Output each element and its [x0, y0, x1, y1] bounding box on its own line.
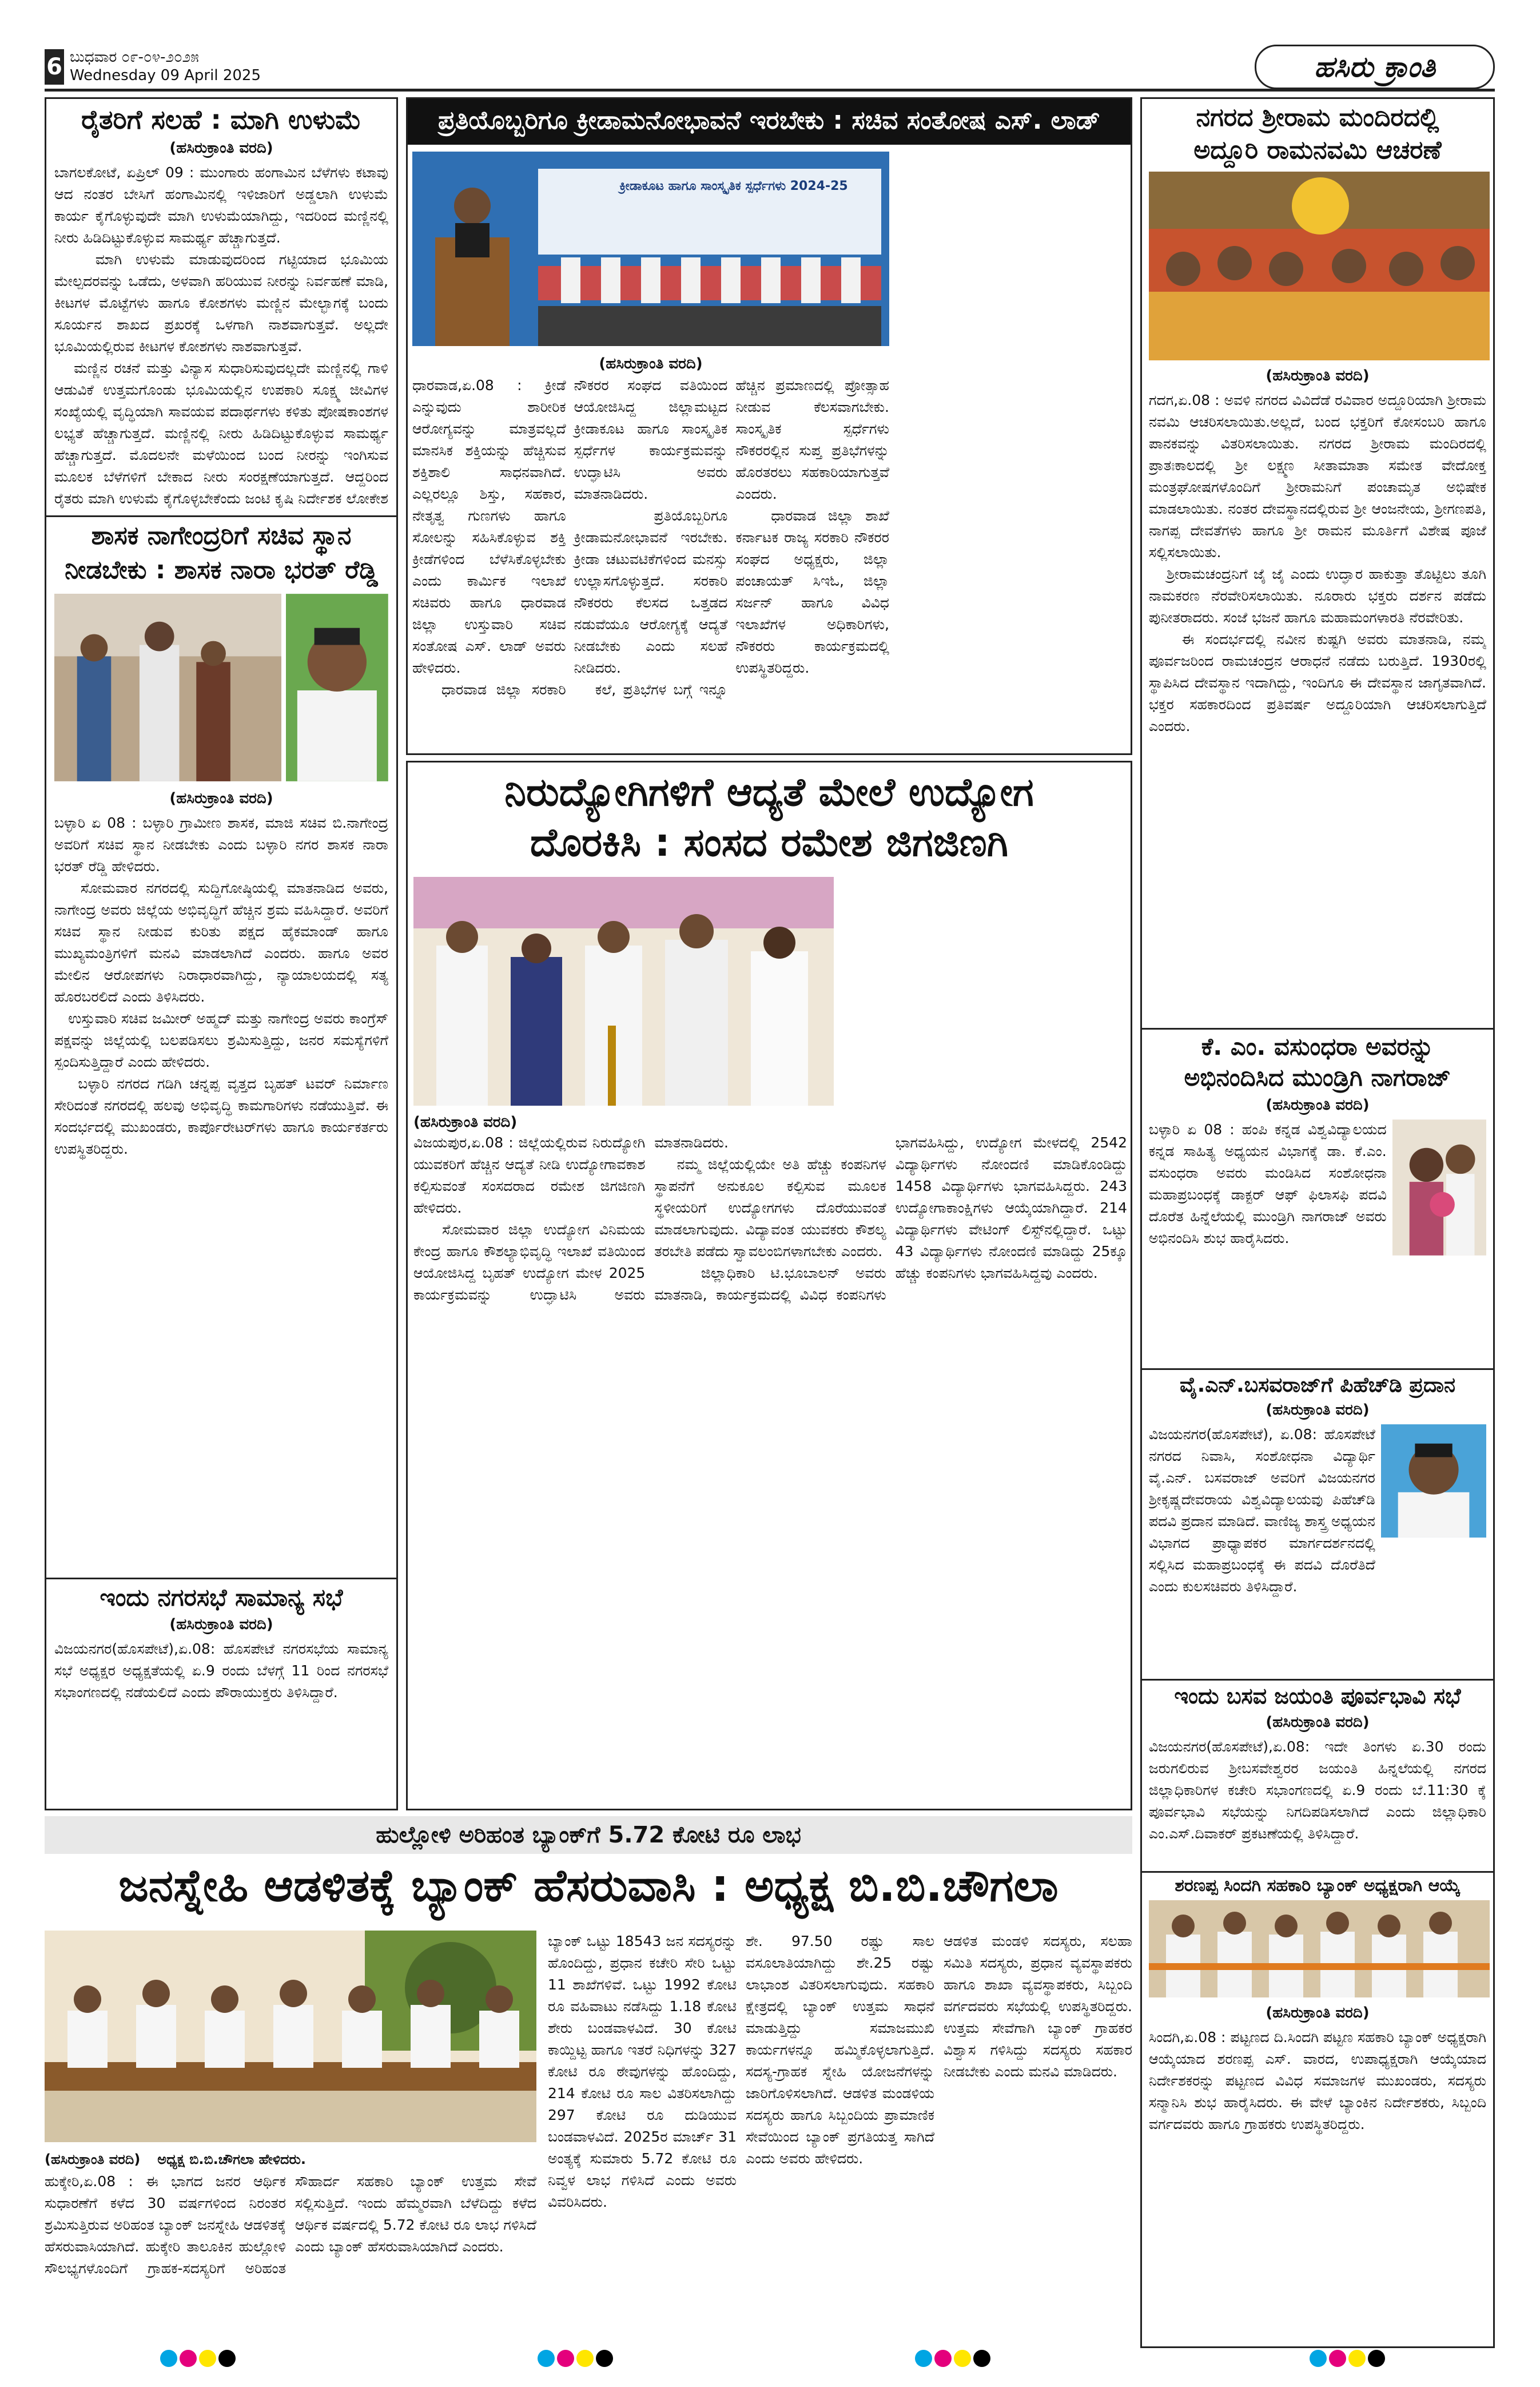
article-body: ಬಳ್ಳಾರಿ ಏ 08 : ಹಂಪಿ ಕನ್ನಡ ವಿಶ್ವವಿದ್ಯಾಲಯದ ಕನ್ನಡ ಸಾಹಿತ್ಯ ಅಧ್ಯಯನ ವಿಭಾಗಕ್ಕೆ ಡಾ. ಕೆ.ಎಂ. ವಸುಂಧರಾ ಅವರು ಮಂಡಿಸಿದ ಸಂಶೋಧನಾ ಮಹಾಪ್ರಬಂಧಕ್ಕೆ ಡಾಕ್ಟರ್ ಆಫ್ ಫಿಲಾಸಫಿ ಪದವಿ ದೊರೆತ ಹಿನ್ನೆಲೆಯಲ್ಲಿ ಮುಂಡ್ರಿಗಿ ನಾಗರಾಜ್ ಅವರು ಅಭಿನಂದಿಸಿ ಶುಭ ಹಾರೈಸಿದರು.: [1149, 1121, 1387, 1246]
article-body: ಬಾಗಲಕೋಟೆ, ಏಪ್ರಿಲ್ 09 : ಮುಂಗಾರು ಹಂಗಾಮಿನ ಬೆಳೆಗಳು ಕಟಾವು ಆದ ನಂತರ ಬೇಸಿಗೆ ಹಂಗಾಮಿನಲ್ಲಿ ಇಳಿಜಾರಿಗೆ ಅಡ್ಡಲಾಗಿ ಉಳುಮೆ ಕಾರ್ಯ ಕೈಗೊಳ್ಳುವುದೇ ಮಾಗಿ ಉಳುಮೆಯಾಗಿದ್ದು, ಇದರಿಂದ ಮಣ್ಣಿನಲ್ಲಿ ನೀರು ಹಿಡಿದಿಟ್ಟುಕೊಳ್ಳುವ ಸಾಮರ್ಥ್ಯ ಹೆಚ್ಚಾಗುತ್ತದೆ. ಮಾಗಿ ಉಳುಮೆ ಮಾಡುವುದರಿಂದ ಗಟ್ಟಿಯಾದ ಭೂಮಿಯ ಮೇಲ್ಪದರವನ್ನು ಒಡೆದು, ಅಳವಾಗಿ ಹರಿಯುವ ನೀರನ್ನು ನಿರ್ವಹಣೆ ಮಾಡಿ, ಕೀಟಗಳ ಮೊಟ್ಟೆಗಳು ಹಾಗೂ ಕೋಶಗಳು ಮಣ್ಣಿನ ಮೇಲ್ಭಾಗಕ್ಕೆ ಬಂದು ಸೂರ್ಯನ ಶಾಖದ ಪ್ರಖರಕ್ಕೆ ಒಳಗಾಗಿ ನಾಶವಾಗುತ್ತವೆ. ಅಲ್ಲದೇ ಭೂಮಿಯಲ್ಲಿರುವ ಕೀಟಗಳ ಕೋಶಗಳು ನಾಶವಾಗುತ್ತವೆ. ಮಣ್ಣಿನ ರಚನೆ ಮತ್ತು ವಿನ್ಯಾಸ ಸುಧಾರಿಸುವುದಲ್ಲದೇ ಮಣ್ಣಿನಲ್ಲಿ ಗಾಳಿ ಆಡುವಿಕೆ ಉತ್ತಮಗೊಂಡು ಭೂಮಿಯಲ್ಲಿನ ಉಪಕಾರಿ ಸೂಕ್ಷ್ಮ ಜೀವಿಗಳ ಸಂಖ್ಯೆಯಲ್ಲಿ ವೃದ್ಧಿಯಾಗಿ ಸಾವಯವ ಪದಾರ್ಥಗಳು ಕಳಿತು ಪೋಷಕಾಂಶಗಳ ಲಭ್ಯತೆ ಹೆಚ್ಚಾಗುತ್ತದೆ. ಮಣ್ಣಿನಲ್ಲಿ ನೀರು ಹಿಡಿದಿಟ್ಟುಕೊಳ್ಳುವ ಸಾಮರ್ಥ್ಯ ಹೆಚ್ಚಾಗುತ್ತದೆ. ಮೊದಲನೇ ಮಳೆಯಿಂದ ಬಂದ ನೀರನ್ನು ಇಂಗಿಸುವ ಮೂಲಕ ಬೆಳೆಗಳಿಗೆ ಬೇಕಾದ ನೀರು ಸಂರಕ್ಷಣೆಯಾಗುತ್ತದೆ. ಆದ್ದರಿಂದ ರೈತರು ಮಾಗಿ ಉಳುಮೆ ಕೈಗೊಳ್ಳಬೇಕೆಂದು ಜಂಟಿ ಕೃಷಿ ನಿರ್ದೇಶಕ ಲೋಕೇಶ: [54, 164, 388, 507]
yellow-mark-icon: [576, 2350, 594, 2367]
article-body: ವಿಜಯನಗರ(ಹೊಸಪೇಟೆ), ಏ.08: ಹೊಸಪೇಟೆ ನಗರದ ನಿವಾಸಿ, ಸಂಶೋಧನಾ ವಿದ್ಯಾರ್ಥಿ ವೈ.ಎನ್. ಬಸವರಾಜ್ ಅವರಿಗೆ ವಿಜಯನಗರ ಶ್ರೀಕೃಷ್ಣದೇವರಾಯ ವಿಶ್ವವಿದ್ಯಾಲಯವು ಪಿಹೆಚ್‌ಡಿ ಪದವಿ ಪ್ರದಾನ ಮಾಡಿದೆ. ವಾಣಿಜ್ಯ ಶಾಸ್ತ್ರ ಅಧ್ಯಯನ ವಿಭಾಗದ ಪ್ರಾಧ್ಯಾಪಕರ ಮಾರ್ಗದರ್ಶನದಲ್ಲಿ ಸಲ್ಲಿಸಿದ ಮಹಾಪ್ರಬಂಧಕ್ಕೆ ಈ ಪದವಿ ದೊರೆತಿದೆ ಎಂದು ಕುಲಸಚಿವರು ತಿಳಿಸಿದ್ದಾರೆ.: [1149, 1426, 1375, 1595]
headline: ಕೆ. ಎಂ. ವಸುಂಧರಾ ಅವರನ್ನು: [1201, 1032, 1434, 1061]
article-employment-fair: [406, 761, 1132, 1810]
headline: ಶಾಸಕ ನಾಗೇಂದ್ರರಿಗೆ ಸಚಿವ ಸ್ಥಾನ: [91, 521, 352, 550]
headline: ರೈತರಿಗೆ ಸಲಹೆ : ಮಾಗಿ ಉಳುಮೆ: [81, 104, 361, 135]
registration-marks-far-right: [1310, 2350, 1385, 2367]
registration-marks-mid: [538, 2350, 613, 2367]
caption-text: ಅಧ್ಯಕ್ಷ ಬಿ.ಬಿ.ಚೌಗಲಾ ಹೇಳಿದರು.: [157, 2151, 306, 2167]
right-column: [1140, 97, 1495, 2348]
article-sports-spirit: [406, 97, 1132, 755]
article-body-3: ಶೇ. 97.50 ರಷ್ಟು ಸಾಲ ವಸೂಲಾತಿಯಾಗಿದ್ದು ಶೇ.25 ರಷ್ಟು ಲಾಭಾಂಶ ವಿತರಿಸಲಾಗುವುದು. ಸಹಕಾರಿ ಕ್ಷೇತ್ರದಲ್ಲಿ ಬ್ಯಾಂಕ್ ಉತ್ತಮ ಸಾಧನೆ ಮಾಡುತ್ತಿದ್ದು ಸಮಾಜಮುಖಿ ಕಾರ್ಯಗಳನ್ನೂ ಹಮ್ಮಿಕೊಳ್ಳಲಾಗುತ್ತಿದೆ. ಸದಸ್ಯ-ಗ್ರಾಹಕ ಸ್ನೇಹಿ ಯೋಜನೆಗಳನ್ನು ಜಾರಿಗೊಳಿಸಲಾಗಿದೆ. ಆಡಳಿತ ಮಂಡಳಿಯ ಸದಸ್ಯರು ಹಾಗೂ ಸಿಬ್ಬಂದಿಯ ಪ್ರಾಮಾಣಿಕ ಸೇವೆಯಿಂದ ಬ್ಯಾಂಕ್ ಪ್ರಗತಿಯತ್ತ ಸಾಗಿದೆ ಎಂದು ಅವರು ಹೇಳಿದರು.: [746, 1933, 934, 2167]
photo-mla-portrait: [286, 593, 388, 782]
article-body-1: ಹುಕ್ಕೇರಿ,ಏ.08 : ಈ ಭಾಗದ ಜನರ ಆರ್ಥಿಕ ಸುಧಾರಣೆಗೆ ಕಳೆದ 30 ವರ್ಷಗಳಿಂದ ನಿರಂತರ ಶ್ರಮಿಸುತ್ತಿರುವ ಅರಿಹಂತ ಬ್ಯಾಂಕ್ ಜನಸ್ನೇಹಿ ಆಡಳಿತಕ್ಕೆ ಹೆಸರುವಾಸಿಯಾಗಿದೆ. ಹುಕ್ಕೇರಿ ತಾಲೂಕಿನ ಹುಲ್ಲೋಳಿ ಸೌಲಭ್ಯಗಳೊಂದಿಗೆ ಗ್ರಾಹಕ-ಸದಸ್ಯರಿಗೆ ಅರಿಹಂತ ಸೌಹಾರ್ದ ಸಹಕಾರಿ ಬ್ಯಾಂಕ್ ಉತ್ತಮ ಸೇವೆ ಸಲ್ಲಿಸುತ್ತಿದೆ. ಇಂದು ಹೆಮ್ಮರವಾಗಿ ಬೆಳೆದಿದ್ದು ಕಳೆದ ಆರ್ಥಿಕ ವರ್ಷದಲ್ಲಿ 5.72 ಕೋಟಿ ರೂ ಲಾಭ ಗಳಿಸಿದೆ ಎಂದು ಬ್ಯಾಂಕ್ ಹೆಸರುವಾಸಿಯಾಗಿದೆ ಎಂದರು.: [45, 2173, 536, 2277]
cyan-mark-icon: [915, 2350, 932, 2367]
article-basavaraj-phd: [1149, 1373, 1486, 1675]
headline: ಶರಣಪ್ಪ ಸಿಂದಗಿ ಸಹಕಾರಿ ಬ್ಯಾಂಕ್ ಅಧ್ಯಕ್ಷರಾಗಿ ಆಯ್ಕೆ: [1175, 1875, 1461, 1896]
headline-line-2: ಅಭಿನಂದಿಸಿದ ಮುಂಡ್ರಿಗಿ ನಾಗರಾಜ್: [1184, 1063, 1451, 1092]
article-body-continued: [897, 152, 1128, 752]
folio-date: [70, 48, 261, 85]
byline: (ಹಸಿರುಕ್ರಾಂತಿ ವರದಿ): [413, 1114, 518, 1131]
photo-bank-felicitation: [1149, 1900, 1490, 1997]
article-arihant-bank: [45, 1816, 1132, 2348]
registration-marks-right: [915, 2350, 990, 2367]
article-body: ವಿಜಯಪುರ,ಏ.08 : ಜಿಲ್ಲೆಯಲ್ಲಿರುವ ನಿರುದ್ಯೋಗಿ ಯುವಕರಿಗೆ ಹೆಚ್ಚಿನ ಆದ್ಯತೆ ನೀಡಿ ಉದ್ಯೋಗಾವಕಾಶ ಕಲ್ಪಿಸುವಂತೆ ಸಂಸದರಾದ ರಮೇಶ ಜಿಗಜಿಣಗಿ ಹೇಳಿದರು. ಸೋಮವಾರ ಜಿಲ್ಲಾ ಉದ್ಯೋಗ ವಿನಿಮಯ ಕೇಂದ್ರ ಹಾಗೂ ಕೌಶಲ್ಯಾಭಿವೃದ್ಧಿ ಇಲಾಖೆ ವತಿಯಿಂದ ಆಯೋಜಿಸಿದ್ದ ಬೃಹತ್ ಉದ್ಯೋಗ ಮೇಳ 2025 ಕಾರ್ಯಕ್ರಮವನ್ನು ಉದ್ಘಾಟಿಸಿ ಅವರು ಮಾತನಾಡಿದರು. ನಮ್ಮ ಜಿಲ್ಲೆಯಲ್ಲಿಯೇ ಅತಿ ಹೆಚ್ಚು ಕಂಪನಿಗಳ ಸ್ಥಾಪನೆಗೆ ಅನುಕೂಲ ಕಲ್ಪಿಸುವ ಮೂಲಕ ಸ್ಥಳೀಯರಿಗೆ ಉದ್ಯೋಗಗಳು ದೊರೆಯುವಂತೆ ಮಾಡಲಾಗುವುದು. ವಿದ್ಯಾವಂತ ಯುವಕರು ಕೌಶಲ್ಯ ತರಬೇತಿ ಪಡೆದು ಸ್ವಾವಲಂಬಿಗಳಾಗಬೇಕು ಎಂದರು. ಜಿಲ್ಲಾಧಿಕಾರಿ ಟಿ.ಭೂಬಾಲನ್ ಅವರು ಮಾತನಾಡಿ, ಕಾರ್ಯಕ್ರಮದಲ್ಲಿ ವಿವಿಧ ಕಂಪನಿಗಳು ಭಾಗವಹಿಸಿದ್ದು, ಉದ್ಯೋಗ ಮೇಳದಲ್ಲಿ 2542 ವಿದ್ಯಾರ್ಥಿಗಳು ನೋಂದಣಿ ಮಾಡಿಕೊಂಡಿದ್ದು 1458 ವಿದ್ಯಾರ್ಥಿಗಳು ಭಾಗವಹಿಸಿದ್ದರು. 243 ಉದ್ಯೋಗಾಕಾಂಕ್ಷಿಗಳು ಆಯ್ಕೆಯಾಗಿದ್ದಾರೆ. 214 ವಿದ್ಯಾರ್ಥಿಗಳು ವೇಟಿಂಗ್ ಲಿಸ್ಟ್‌ನಲ್ಲಿದ್ದಾರೆ. ಒಟ್ಟು 43 ವಿದ್ಯಾರ್ಥಿಗಳು ನೋಂದಣಿ ಮಾಡಿದ್ದು 25ಕ್ಕೂ ಹೆಚ್ಚು ಕಂಪನಿಗಳು ಭಾಗವಹಿಸಿದ್ದವು ಎಂದರು.: [413, 1134, 1127, 1303]
cyan-mark-icon: [1310, 2350, 1327, 2367]
divider: [1142, 1871, 1493, 1873]
article-body: ಸಿಂದಗಿ,ಏ.08 : ಪಟ್ಟಣದ ದಿ.ಸಿಂದಗಿ ಪಟ್ಟಣ ಸಹಕಾರಿ ಬ್ಯಾಂಕ್ ಅಧ್ಯಕ್ಷರಾಗಿ ಆಯ್ಕೆಯಾದ ಶರಣಪ್ಪ ಎಸ್. ವಾರದ, ಉಪಾಧ್ಯಕ್ಷರಾಗಿ ಆಯ್ಕೆಯಾದ ನಿರ್ದೇಶಕರನ್ನು ಪಟ್ಟಣದ ವಿವಿಧ ಸಮಾಜಗಳ ಮುಖಂಡರು, ಸದಸ್ಯರು ಸನ್ಮಾನಿಸಿ ಶುಭ ಹಾರೈಸಿದರು. ಈ ವೇಳೆ ಬ್ಯಾಂಕಿನ ನಿರ್ದೇಶಕರು, ಸಿಬ್ಬಂದಿ ವರ್ಗದವರು ಹಾಗೂ ಗ್ರಾಹಕರು ಉಪಸ್ಥಿತರಿದ್ದರು.: [1149, 2029, 1486, 2133]
byline: (ಹಸಿರುಕ್ರಾಂತಿ ವರದಿ): [1266, 367, 1370, 385]
headline: ಪ್ರತಿಯೊಬ್ಬರಿಗೂ ಕ್ರೀಡಾಮನೋಭಾವನೆ ಇರಬೇಕು : ಸಚಿವ ಸಂತೋಷ ಎಸ್. ಲಾಡ್: [408, 99, 1131, 145]
page-number: 6: [45, 49, 64, 85]
headline: ಜನಸ್ನೇಹಿ ಆಡಳಿತಕ್ಕೆ ಬ್ಯಾಂಕ್ ಹೆಸರುವಾಸಿ : ಅಧ್ಯಕ್ಷ ಬಿ.ಬಿ.ಚೌಗಲಾ: [118, 1860, 1058, 1912]
byline: (ಹಸಿರುಕ್ರಾಂತಿ ವರದಿ): [1266, 1096, 1370, 1114]
headline: ನಗರದ ಶ್ರೀರಾಮ ಮಂದಿರದಲ್ಲಿ: [1196, 103, 1439, 132]
cyan-mark-icon: [160, 2350, 177, 2367]
kicker: ಹುಲ್ಲೋಳಿ ಅರಿಹಂತ ಬ್ಯಾಂಕ್‌ಗೆ 5.72 ಕೋಟಿ ರೂ ಲಾಭ: [45, 1816, 1132, 1854]
article-body: ಬಳ್ಳಾರಿ ಏ 08 : ಬಳ್ಳಾರಿ ಗ್ರಾಮೀಣ ಶಾಸಕ, ಮಾಜಿ ಸಚಿವ ಬಿ.ನಾಗೇಂದ್ರ ಅವರಿಗೆ ಸಚಿವ ಸ್ಥಾನ ನೀಡಬೇಕು ಎಂದು ಬಳ್ಳಾರಿ ನಗರ ಶಾಸಕ ನಾರಾ ಭರತ್ ರೆಡ್ಡಿ ಹೇಳಿದರು. ಸೋಮವಾರ ನಗರದಲ್ಲಿ ಸುದ್ದಿಗೋಷ್ಠಿಯಲ್ಲಿ ಮಾತನಾಡಿದ ಅವರು, ನಾಗೇಂದ್ರ ಅವರು ಜಿಲ್ಲೆಯ ಅಭಿವೃದ್ಧಿಗೆ ಹೆಚ್ಚಿನ ಶ್ರಮ ವಹಿಸಿದ್ದಾರೆ. ಅವರಿಗೆ ಸಚಿವ ಸ್ಥಾನ ನೀಡುವ ಕುರಿತು ಪಕ್ಷದ ಹೈಕಮಾಂಡ್ ಹಾಗೂ ಮುಖ್ಯಮಂತ್ರಿಗಳಿಗೆ ಮನವಿ ಮಾಡಲಾಗಿದೆ ಎಂದರು. ಹಾಗೂ ಅವರ ಮೇಲಿನ ಆರೋಪಗಳು ನಿರಾಧಾರವಾಗಿದ್ದು, ನ್ಯಾಯಾಲಯದಲ್ಲಿ ಸತ್ಯ ಹೊರಬರಲಿದೆ ಎಂದು ತಿಳಿಸಿದರು. ಉಸ್ತುವಾರಿ ಸಚಿವ ಜಮೀರ್ ಅಹ್ಮದ್ ಮತ್ತು ನಾಗೇಂದ್ರ ಅವರು ಕಾಂಗ್ರೆಸ್ ಪಕ್ಷವನ್ನು ಜಿಲ್ಲೆಯಲ್ಲಿ ಬಲಪಡಿಸಲು ಶ್ರಮಿಸುತ್ತಿದ್ದು, ಜನರ ಸಮಸ್ಯೆಗಳಿಗೆ ಸ್ಪಂದಿಸುತ್ತಿದ್ದಾರೆ ಎಂದು ಹೇಳಿದರು. ಬಳ್ಳಾರಿ ನಗರದ ಗಡಿಗಿ ಚನ್ನಪ್ಪ ವೃತ್ತದ ಬೃಹತ್ ಟವರ್ ನಿರ್ಮಾಣ ಸೇರಿದಂತೆ ನಗರದಲ್ಲಿ ಹಲವು ಅಭಿವೃದ್ಧಿ ಕಾಮಗಾರಿಗಳು ನಡೆಯುತ್ತಿವೆ. ಈ ಸಂದರ್ಭದಲ್ಲಿ ಮುಖಂಡರು, ಕಾರ್ಪೊರೇಟರ್‌ಗಳು ಹಾಗೂ ಕಾರ್ಯಕರ್ತರು ಉಪಸ್ಥಿತರಿದ್ದರು.: [54, 815, 388, 1158]
headline: ವೈ.ಎನ್.ಬಸವರಾಜ್‌ಗೆ ಪಿಹೆಚ್‌ಡಿ ಪ್ರದಾನ: [1180, 1373, 1455, 1397]
cyan-mark-icon: [538, 2350, 555, 2367]
black-mark-icon: [218, 2350, 236, 2367]
photo-felicitation: [1392, 1119, 1486, 1256]
photo-bank-meeting: [45, 1931, 536, 2142]
byline: (ಹಸಿರುಕ್ರಾಂತಿ ವರದಿ): [169, 790, 273, 808]
magenta-mark-icon: [934, 2350, 952, 2367]
black-mark-icon: [596, 2350, 613, 2367]
byline: (ಹಸಿರುಕ್ರಾಂತಿ ವರದಿ): [1266, 1401, 1370, 1419]
article-farmers-advice: [54, 105, 388, 511]
yellow-mark-icon: [954, 2350, 971, 2367]
magenta-mark-icon: [1329, 2350, 1346, 2367]
event-banner-text: ಕ್ರೀಡಾಕೂಟ ಹಾಗೂ ಸಾಂಸ್ಕೃತಿಕ ಸ್ಪರ್ಧೆಗಳು 2024-25: [619, 179, 848, 193]
byline: (ಹಸಿರುಕ್ರಾಂತಿ ವರದಿ): [1266, 1713, 1370, 1731]
photo-lamp-lighting: [413, 877, 834, 1106]
article-body: ವಿಜಯನಗರ(ಹೊಸಪೇಟೆ),ಏ.08: ಹೊಸಪೇಟೆ ನಗರಸಭೆಯ ಸಾಮಾನ್ಯ ಸಭೆ ಅಧ್ಯಕ್ಷರ ಅಧ್ಯಕ್ಷತೆಯಲ್ಲಿ ಏ.9 ರಂದು ಬೆಳಗ್ಗೆ 11 ರಿಂದ ನಗರಸಭೆ ಸಭಾಂಗಣದಲ್ಲಿ ನಡೆಯಲಿದೆ ಎಂದು ಪೌರಾಯುಕ್ತರು ತಿಳಿಸಿದ್ದಾರೆ.: [54, 1641, 388, 1701]
divider: [1142, 1028, 1493, 1030]
black-mark-icon: [1368, 2350, 1385, 2367]
headline: ಇಂದು ನಗರಸಭೆ ಸಾಮಾನ್ಯ ಸಭೆ: [100, 1583, 343, 1612]
left-column: [45, 97, 398, 1810]
article-nagendra-minister: [54, 522, 388, 1573]
photo-caption: [45, 2151, 536, 2167]
middle-column: [406, 97, 1132, 1810]
magenta-mark-icon: [557, 2350, 574, 2367]
photo-temple-celebration: [1149, 172, 1490, 360]
date-kannada: ಬುಧವಾರ ೦೯-೦೪-೨೦೨೫: [70, 49, 199, 66]
divider: [46, 1578, 396, 1579]
divider: [46, 515, 396, 517]
photo-basavaraj-portrait: [1381, 1424, 1486, 1538]
registration-marks-left: [160, 2350, 236, 2367]
yellow-mark-icon: [199, 2350, 216, 2367]
masthead: ಹಸಿರು ಕ್ರಾಂತಿ: [1255, 45, 1495, 89]
byline: (ಹಸಿರುಕ್ರಾಂತಿ ವರದಿ): [599, 355, 703, 372]
divider: [1142, 1368, 1493, 1370]
article-city-council-meeting: [54, 1584, 388, 1753]
divider: [1142, 1679, 1493, 1681]
article-ramanavami: [1149, 104, 1486, 1024]
folio-bar: [45, 45, 1495, 92]
article-sindagi-bank: [1149, 1876, 1486, 2199]
headline-line-2: ದೊರಕಿಸಿ : ಸಂಸದ ರಮೇಶ ಜಿಗಜಿಣಗಿ: [530, 820, 1008, 866]
article-vasundhara: [1149, 1033, 1486, 1365]
byline: (ಹಸಿರುಕ್ರಾಂತಿ ವರದಿ): [169, 1616, 273, 1634]
byline: (ಹಸಿರುಕ್ರಾಂತಿ ವರದಿ): [169, 139, 273, 157]
black-mark-icon: [973, 2350, 990, 2367]
byline: (ಹಸಿರುಕ್ರಾಂತಿ ವರದಿ): [1266, 2004, 1370, 2022]
article-body: ವಿಜಯನಗರ(ಹೊಸಪೇಟೆ),ಏ.08: ಇದೇ ತಿಂಗಳು ಏ.30 ರಂದು ಜರುಗಲಿರುವ ಶ್ರೀಬಸವೇಶ್ವರರ ಜಯಂತಿ ಹಿನ್ನಲೆಯಲ್ಲಿ ನಗರದ ಜಿಲ್ಲಾಧಿಕಾರಿಗಳ ಕಚೇರಿ ಸಭಾಂಗಣದಲ್ಲಿ ಏ.9 ರಂದು ಬೆ.11:30 ಕ್ಕೆ ಪೂರ್ವಭಾವಿ ಸಭೆಯನ್ನು ನಿಗದಿಪಡಿಸಲಾಗಿದೆ ಎಂದು ಜಿಲ್ಲಾಧಿಕಾರಿ ಎಂ.ಎಸ್.ದಿವಾಕರ್ ಪ್ರಕಟಣೆಯಲ್ಲಿ ತಿಳಿಸಿದ್ದಾರೆ.: [1149, 1738, 1486, 1842]
magenta-mark-icon: [180, 2350, 197, 2367]
photo-pair: [54, 593, 388, 782]
headline-line-2: ಅದ್ದೂರಿ ರಾಮನವಮಿ ಆಚರಣೆ: [1193, 135, 1442, 165]
date-english: Wednesday 09 April 2025: [70, 67, 261, 84]
article-basava-jayanti: [1149, 1684, 1486, 1868]
photo-street-visit: [54, 593, 281, 782]
article-body: ಧಾರವಾಡ,ಏ.08 : ಕ್ರೀಡೆ ಎನ್ನುವುದು ಶಾರೀರಿಕ ಆರೋಗ್ಯವನ್ನು ಮಾತ್ರವಲ್ಲದೆ ಮಾನಸಿಕ ಶಕ್ತಿಯನ್ನು ಹೆಚ್ಚಿಸುವ ಶಕ್ತಿಶಾಲಿ ಸಾಧನವಾಗಿದೆ. ಎಲ್ಲರಲ್ಲೂ ಶಿಸ್ತು, ಸಹಕಾರ, ನೇತೃತ್ವ ಗುಣಗಳು ಹಾಗೂ ಸೋಲನ್ನು ಸಹಿಸಿಕೊಳ್ಳುವ ಶಕ್ತಿ ಕ್ರೀಡೆಗಳಿಂದ ಬೆಳೆಸಿಕೊಳ್ಳಬೇಕು ಎಂದು ಕಾರ್ಮಿಕ ಇಲಾಖೆ ಸಚಿವರು ಹಾಗೂ ಧಾರವಾಡ ಜಿಲ್ಲಾ ಉಸ್ತುವಾರಿ ಸಚಿವ ಸಂತೋಷ ಎಸ್. ಲಾಡ್ ಅವರು ಹೇಳಿದರು. ಧಾರವಾಡ ಜಿಲ್ಲಾ ಸರಕಾರಿ ನೌಕರರ ಸಂಘದ ವತಿಯಿಂದ ಆಯೋಜಿಸಿದ್ದ ಜಿಲ್ಲಾಮಟ್ಟದ ಕ್ರೀಡಾಕೂಟ ಹಾಗೂ ಸಾಂಸ್ಕೃತಿಕ ಸ್ಪರ್ಧೆಗಳ ಕಾರ್ಯಕ್ರಮವನ್ನು ಉದ್ಘಾಟಿಸಿ ಅವರು ಮಾತನಾಡಿದರು. ಪ್ರತಿಯೊಬ್ಬರಿಗೂ ಕ್ರೀಡಾಮನೋಭಾವನೆ ಇರಬೇಕು. ಕ್ರೀಡಾ ಚಟುವಟಿಕೆಗಳಿಂದ ಮನಸ್ಸು ಉಲ್ಲಾಸಗೊಳ್ಳುತ್ತದೆ. ಸರಕಾರಿ ನೌಕರರು ಕೆಲಸದ ಒತ್ತಡದ ನಡುವೆಯೂ ಆರೋಗ್ಯಕ್ಕೆ ಆದ್ಯತೆ ನೀಡಬೇಕು ಎಂದು ಸಲಹೆ ನೀಡಿದರು. ಕಲೆ, ಪ್ರತಿಭೆಗಳ ಬಗ್ಗೆ ಇನ್ನೂ ಹೆಚ್ಚಿನ ಪ್ರಮಾಣದಲ್ಲಿ ಪ್ರೋತ್ಸಾಹ ನೀಡುವ ಕೆಲಸವಾಗಬೇಕು. ಸಾಂಸ್ಕೃತಿಕ ಸ್ಪರ್ಧೆಗಳು ನೌಕರರಲ್ಲಿನ ಸುಪ್ತ ಪ್ರತಿಭೆಗಳನ್ನು ಹೊರತರಲು ಸಹಕಾರಿಯಾಗುತ್ತವೆ ಎಂದರು. ಧಾರವಾಡ ಜಿಲ್ಲಾ ಶಾಖೆ ಕರ್ನಾಟಕ ರಾಜ್ಯ ಸರಕಾರಿ ನೌಕರರ ಸಂಘದ ಅಧ್ಯಕ್ಷರು, ಜಿಲ್ಲಾ ಪಂಚಾಯತ್ ಸಿಇಓ, ಜಿಲ್ಲಾ ಸರ್ಜನ್ ಹಾಗೂ ವಿವಿಧ ಇಲಾಖೆಗಳ ಅಧಿಕಾರಿಗಳು, ನೌಕರರು ಕಾರ್ಯಕ್ರಮದಲ್ಲಿ ಉಪಸ್ಥಿತರಿದ್ದರು.: [412, 377, 889, 698]
yellow-mark-icon: [1348, 2350, 1366, 2367]
article-body-4: ಆಡಳಿತ ಮಂಡಳಿ ಸದಸ್ಯರು, ಸಲಹಾ ಸಮಿತಿ ಸದಸ್ಯರು, ಪ್ರಧಾನ ವ್ಯವಸ್ಥಾಪಕರು ಹಾಗೂ ಶಾಖಾ ವ್ಯವಸ್ಥಾಪಕರು, ಸಿಬ್ಬಂದಿ ವರ್ಗದವರು ಸಭೆಯಲ್ಲಿ ಉಪಸ್ಥಿತರಿದ್ದರು. ಉತ್ತಮ ಸೇವೆಗಾಗಿ ಬ್ಯಾಂಕ್ ಗ್ರಾಹಕರ ವಿಶ್ವಾಸ ಗಳಿಸಿದ್ದು ಸದಸ್ಯರು ಸಹಕಾರ ನೀಡಬೇಕು ಎಂದು ಮನವಿ ಮಾಡಿದರು.: [944, 1933, 1132, 2080]
caption-byline: (ಹಸಿರುಕ್ರಾಂತಿ ವರದಿ): [45, 2151, 141, 2167]
headline-line-2: ನೀಡಬೇಕು : ಶಾಸಕ ನಾರಾ ಭರತ್ ರೆಡ್ಡಿ: [65, 555, 378, 585]
headline: ಇಂದು ಬಸವ ಜಯಂತಿ ಪೂರ್ವಭಾವಿ ಸಭೆ: [1174, 1683, 1461, 1709]
headline: ನಿರುದ್ಯೋಗಿಗಳಿಗೆ ಆದ್ಯತೆ ಮೇಲೆ ಉದ್ಯೋಗ: [504, 770, 1034, 815]
article-body-2: ಬ್ಯಾಂಕ್ ಒಟ್ಟು 18543 ಜನ ಸದಸ್ಯರನ್ನು ಹೊಂದಿದ್ದು, ಪ್ರಧಾನ ಕಚೇರಿ ಸೇರಿ ಒಟ್ಟು 11 ಶಾಖೆಗಳಿವೆ. ಒಟ್ಟು 1992 ಕೋಟಿ ರೂ ವಹಿವಾಟು ನಡೆಸಿದ್ದು 1.18 ಕೋಟಿ ಶೇರು ಬಂಡವಾಳವಿದೆ. 30 ಕೋಟಿ ಕಾಯ್ದಿಟ್ಟ ಹಾಗೂ ಇತರೆ ನಿಧಿಗಳನ್ನು 327 ಕೋಟಿ ರೂ ಠೇವುಗಳನ್ನು ಹೊಂದಿದ್ದು, 214 ಕೋಟಿ ರೂ ಸಾಲ ವಿತರಿಸಲಾಗಿದ್ದು 297 ಕೋಟಿ ರೂ ದುಡಿಯುವ ಬಂಡವಾಳವಿದೆ. 2025ರ ಮಾರ್ಚ್ 31 ಅಂತ್ಯಕ್ಕೆ ಸುಮಾರು 5.72 ಕೋಟಿ ರೂ ನಿವ್ವಳ ಲಾಭ ಗಳಿಸಿದೆ ಎಂದು ಅವರು ವಿವರಿಸಿದರು.: [548, 1933, 737, 2210]
article-body: ಗದಗ,ಏ.08 : ಅವಳಿ ನಗರದ ವಿವಿದೆಡೆ ರವಿವಾರ ಅದ್ದೂರಿಯಾಗಿ ಶ್ರೀರಾಮ ನವಮಿ ಆಚರಿಸಲಾಯಿತು.ಅಲ್ಲದೆ, ಬಂದ ಭಕ್ತರಿಗೆ ಕೋಸಂಬರಿ ಹಾಗೂ ಪಾನಕವನ್ನು ವಿತರಿಸಲಾಯಿತು. ನಗರದ ಶ್ರೀರಾಮ ಮಂದಿರದಲ್ಲಿ ಪ್ರಾತಃಕಾಲದಲ್ಲಿ ಶ್ರೀ ಲಕ್ಷ್ಮಣ ಸೀತಾಮಾತಾ ಸಮೇತ ವೇದೋಕ್ತ ಮಂತ್ರಘೋಷಗಳೊಂದಿಗೆ ಶ್ರೀರಾಮನಿಗೆ ಪಂಚಾಮೃತ ಅಭಿಷೇಕ ಮಾಡಲಾಯಿತು. ನಂತರ ದೇವಸ್ಥಾನದಲ್ಲಿರುವ ಶ್ರೀ ಆಂಜನೇಯ, ಶ್ರೀಗಣಪತಿ, ನಾಗಪ್ಪ ದೇವತೆಗಳು ಹಾಗೂ ಶ್ರೀ ರಾಮನ ಮೂರ್ತಿಗೆ ವಿಶೇಷ ಪೂಜೆ ಸಲ್ಲಿಸಲಾಯಿತು. ಶ್ರೀರಾಮಚಂದ್ರನಿಗೆ ಜೈ ಜೈ ಎಂದು ಉದ್ಘಾರ ಹಾಕುತ್ತಾ ತೊಟ್ಟಿಲು ತೂಗಿ ನಾಮಕರಣ ನೆರವೇರಿಸಲಾಯಿತು. ನೂರಾರು ಭಕ್ತರು ದರ್ಶನ ಪಡೆದು ಪುನೀತರಾದರು. ಸಂಜೆ ಭಜನೆ ಹಾಗೂ ಮಹಾಮಂಗಳಾರತಿ ನೆರವೇರಿತು. ಈ ಸಂದರ್ಭದಲ್ಲಿ ನವೀನ ಕುಷ್ಟಗಿ ಅವರು ಮಾತನಾಡಿ, ನಮ್ಮ ಪೂರ್ವಜರಿಂದ ರಾಮಚಂದ್ರನ ಆರಾಧನೆ ನಡೆದು ಬರುತ್ತಿದೆ. 1930ರಲ್ಲಿ ಸ್ಥಾಪಿಸಿದ ದೇವಸ್ಥಾನ ಇದಾಗಿದ್ದು, ಇಂದಿಗೂ ಈ ದೇವಸ್ಥಾನ ಜಾಗೃತವಾಗಿದೆ. ಭಕ್ತರ ಸಹಕಾರದಿಂದ ಪ್ರತಿವರ್ಷ ಅದ್ದೂರಿಯಾಗಿ ಆಚರಿಸಲಾಗುತ್ತಿದೆ ಎಂದರು.: [1149, 392, 1486, 735]
